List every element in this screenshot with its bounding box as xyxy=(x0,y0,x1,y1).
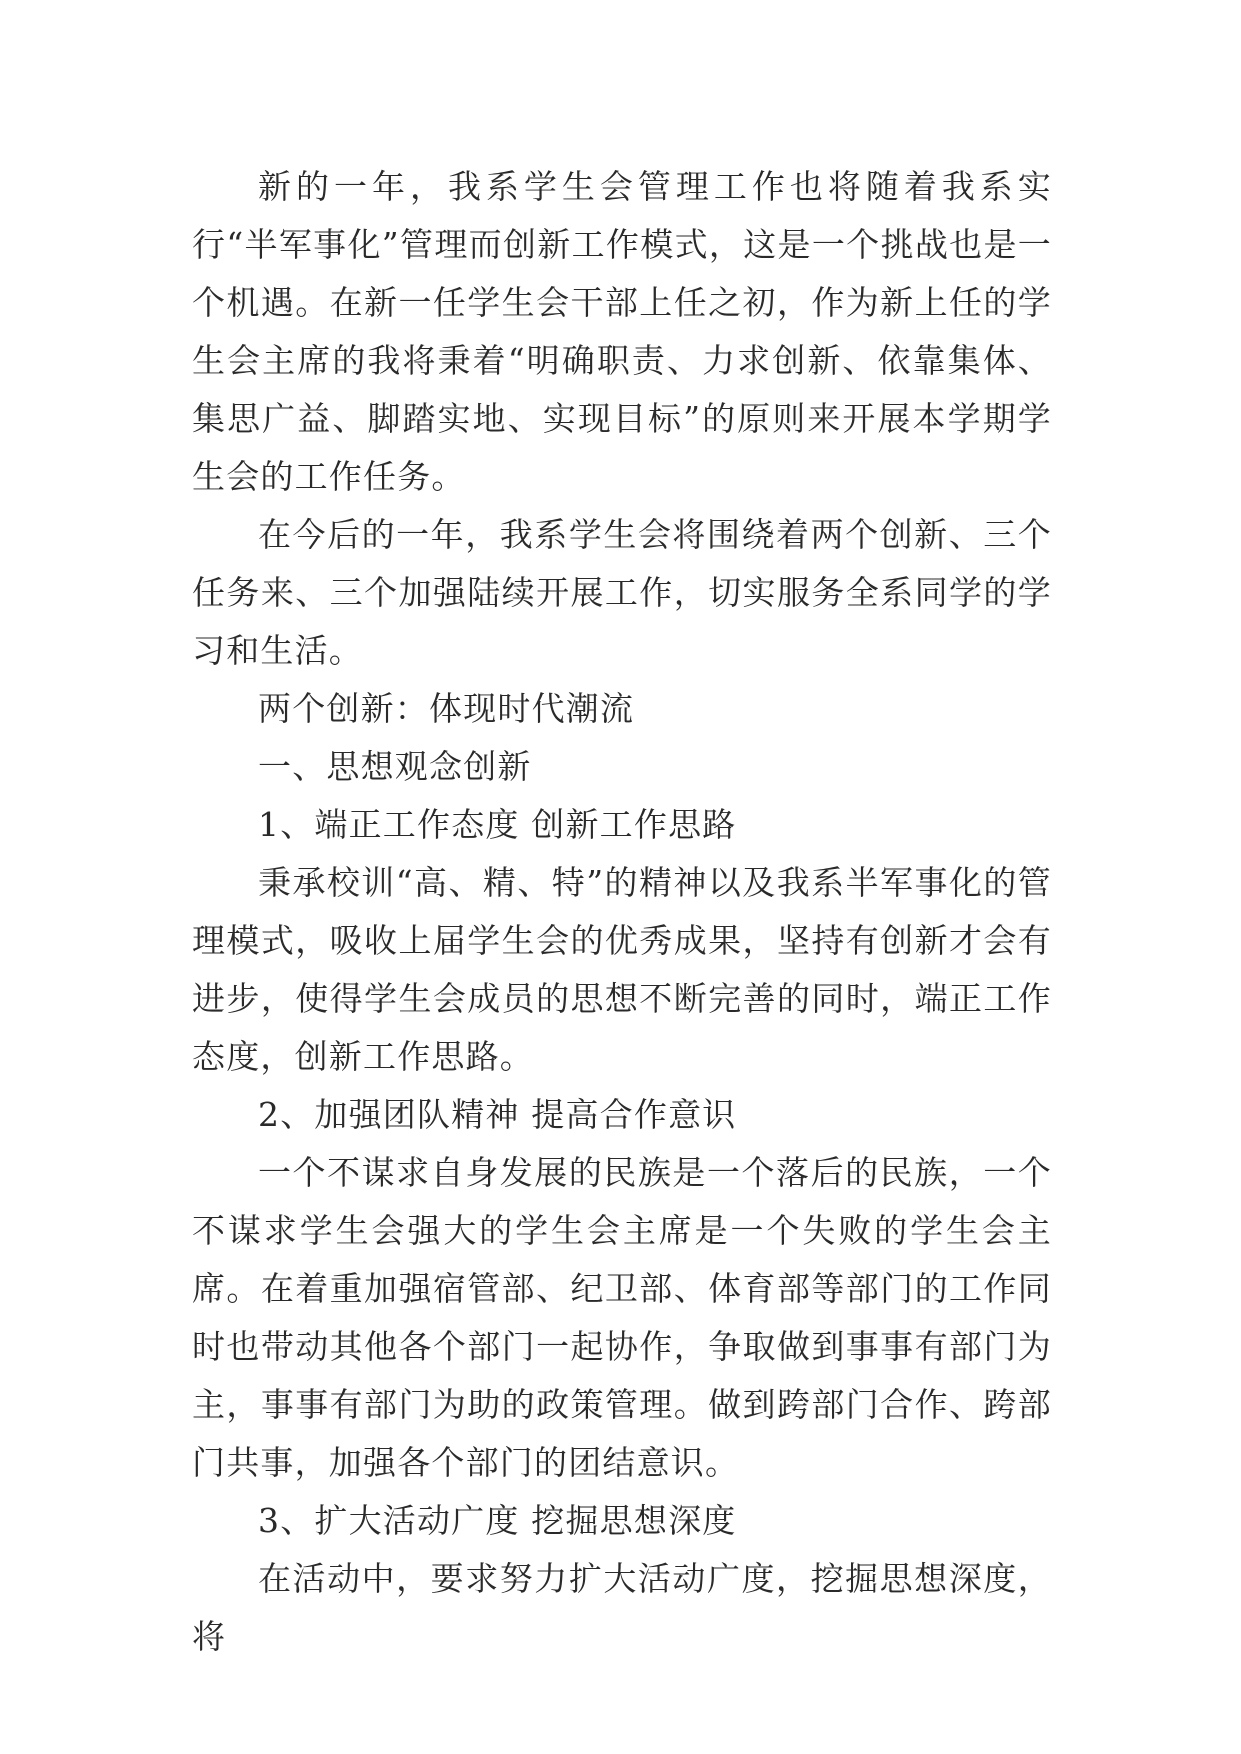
paragraph-item-2: 一个不谋求自身发展的民族是一个落后的民族，一个不谋求学生会强大的学生会主席是一个失败的学生会主席。在着重加强宿管部、纪卫部、体育部等部门的工作同时也带动其他各个部门一起协作，争取做到事事有部门为主，事事有部门为助的政策管理。做到跨部门合作、跨部门共事，加强各个部门的团结意识。 xyxy=(192,1153,1052,1482)
paragraph-overview: 在今后的一年，我系学生会将围绕着两个创新、三个任务来、三个加强陆续开展工作，切实服务全系同学的学习和生活。 xyxy=(192,515,1052,670)
heading-section-1: 一、思想观念创新 xyxy=(258,747,532,786)
document-body xyxy=(192,158,1052,1666)
paragraph-item-3: 在活动中，要求努力扩大活动广度，挖掘思想深度，将 xyxy=(192,1559,1052,1656)
heading-item-2: 2、加强团队精神 提高合作意识 xyxy=(258,1095,737,1134)
paragraph-item-1: 秉承校训“高、精、特”的精神以及我系半军事化的管理模式，吸收上届学生会的优秀成果，坚持有创新才会有进步，使得学生会成员的思想不断完善的同时，端正工作态度，创新工作思路。 xyxy=(192,863,1052,1076)
heading-two-innovations: 两个创新：体现时代潮流 xyxy=(258,689,635,728)
heading-item-1: 1、端正工作态度 创新工作思路 xyxy=(258,805,737,844)
heading-item-3: 3、扩大活动广度 挖掘思想深度 xyxy=(258,1501,737,1540)
paragraph-intro: 新的一年，我系学生会管理工作也将随着我系实行“半军事化”管理而创新工作模式，这是一个挑战也是一个机遇。在新一任学生会干部上任之初，作为新上任的学生会主席的我将秉着“明确职责、力求创新、依靠集体、集思广益、脚踏实地、实现目标”的原则来开展本学期学生会的工作任务。 xyxy=(192,167,1052,496)
